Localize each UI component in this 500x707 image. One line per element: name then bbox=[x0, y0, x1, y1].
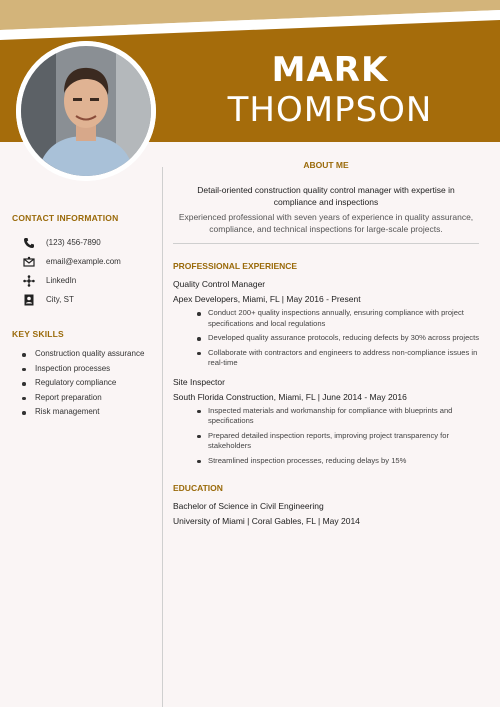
experience-title: PROFESSIONAL EXPERIENCE bbox=[173, 261, 298, 271]
contact-list bbox=[12, 233, 160, 309]
avatar bbox=[16, 41, 156, 181]
job-role: Site Inspector bbox=[173, 376, 225, 387]
job-bullet: Developed quality assurance protocols, reducing defects by 30% across projects bbox=[173, 333, 479, 344]
job-role: Quality Control Manager bbox=[173, 279, 266, 289]
contact-location bbox=[12, 290, 160, 309]
job-company: Apex Developers, Miami, FL | May 2016 - Present bbox=[173, 294, 361, 304]
skills-list bbox=[12, 347, 160, 420]
about-headline: Detail-oriented construction quality control manager with expertise in compliance and inspections bbox=[197, 185, 455, 207]
education-school: University of Miami | Coral Gables, FL | May 2014 bbox=[173, 516, 360, 526]
contact-title: CONTACT INFORMATION bbox=[12, 213, 119, 223]
last-name: THOMPSON bbox=[227, 90, 433, 130]
column-divider bbox=[162, 167, 163, 707]
contact-phone-text[interactable]: (123) 456-7890 bbox=[46, 238, 101, 247]
about-title: ABOUT ME bbox=[303, 160, 349, 170]
job-bullet: Inspected materials and workmanship for compliance with blueprints and specifications bbox=[173, 406, 479, 427]
first-name: MARK bbox=[271, 50, 389, 90]
sidebar bbox=[12, 213, 160, 420]
skill-item: Risk management bbox=[12, 405, 160, 420]
skills-title: KEY SKILLS bbox=[12, 329, 64, 339]
profile-photo bbox=[16, 41, 156, 181]
job-entry bbox=[173, 377, 479, 467]
skill-item: Construction quality assurance bbox=[12, 347, 160, 362]
main-column bbox=[173, 160, 479, 526]
location-icon bbox=[22, 293, 36, 307]
job-bullet: Streamlined inspection processes, reducing delays by 15% bbox=[173, 456, 479, 467]
skill-item: Inspection processes bbox=[12, 362, 160, 377]
contact-linkedin bbox=[12, 271, 160, 290]
contact-email-text[interactable]: email@example.com bbox=[46, 257, 121, 266]
job-entry bbox=[173, 279, 479, 369]
contact-phone bbox=[12, 233, 160, 252]
job-bullets bbox=[173, 308, 479, 369]
linkedin-icon bbox=[22, 274, 36, 288]
job-bullet: Prepared detailed inspection reports, improving project transparency for stakeholders bbox=[173, 431, 479, 452]
education-degree: Bachelor of Science in Civil Engineering bbox=[173, 501, 324, 511]
section-divider bbox=[173, 243, 479, 244]
contact-linkedin-text[interactable]: LinkedIn bbox=[46, 276, 77, 285]
contact-location-text: City, ST bbox=[46, 295, 74, 304]
job-bullets bbox=[173, 406, 479, 467]
job-bullet: Conduct 200+ quality inspections annually, ensuring compliance with project specifications and local regulations bbox=[173, 308, 479, 329]
about-summary: Experienced professional with seven years of experience in quality assurance, compliance, and technical inspections for large-scale projects. bbox=[178, 212, 474, 234]
job-bullet: Collaborate with contractors and engineers to address non-compliance issues in real-time bbox=[173, 348, 479, 369]
email-icon bbox=[22, 255, 36, 269]
education-title: EDUCATION bbox=[173, 483, 223, 493]
skill-item: Regulatory compliance bbox=[12, 376, 160, 391]
contact-email bbox=[12, 252, 160, 271]
skill-item: Report preparation bbox=[12, 391, 160, 406]
job-company: South Florida Construction, Miami, FL | June 2014 - May 2016 bbox=[173, 391, 407, 402]
phone-icon bbox=[22, 236, 36, 250]
